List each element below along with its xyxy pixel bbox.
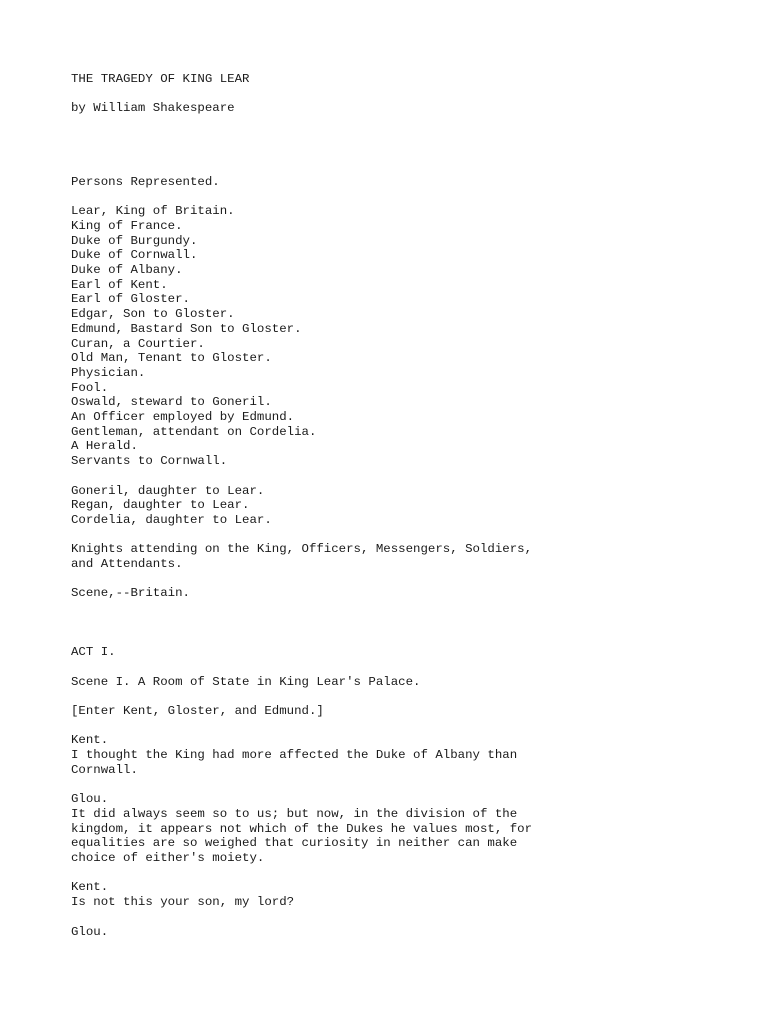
speaker-name: Kent. bbox=[71, 880, 109, 895]
speech-line: It did always seem so to us; but now, in the division of the bbox=[71, 806, 518, 821]
blank-line bbox=[71, 778, 751, 793]
blank-line bbox=[71, 469, 751, 484]
persons-heading: Persons Represented. bbox=[71, 174, 220, 189]
document-page bbox=[71, 72, 751, 939]
speech-line: choice of either's moiety. bbox=[71, 851, 265, 866]
blank-line bbox=[71, 190, 751, 205]
speech-line: I thought the King had more affected the Duke of Albany than bbox=[71, 748, 518, 763]
blank-line bbox=[71, 572, 751, 587]
person-entry: Oswald, steward to Goneril. bbox=[71, 395, 272, 410]
person-entry: Edmund, Bastard Son to Gloster. bbox=[71, 321, 302, 336]
document-title: THE TRAGEDY OF KING LEAR bbox=[71, 72, 250, 86]
speaker-name: Glou. bbox=[71, 792, 109, 807]
person-entry: Old Man, Tenant to Gloster. bbox=[71, 351, 272, 366]
blank-line bbox=[71, 719, 751, 734]
blank-line bbox=[71, 601, 751, 616]
person-entry: King of France. bbox=[71, 218, 183, 233]
person-entry: Earl of Gloster. bbox=[71, 292, 190, 307]
blank-line bbox=[71, 616, 751, 631]
person-entry: Physician. bbox=[71, 365, 146, 380]
person-entry: Duke of Burgundy. bbox=[71, 233, 198, 248]
speech-line: equalities are so weighed that curiosity in neither can make bbox=[71, 836, 518, 851]
person-entry: Goneril, daughter to Lear. bbox=[71, 483, 265, 498]
person-entry: Regan, daughter to Lear. bbox=[71, 498, 250, 513]
act-heading: ACT I. bbox=[71, 645, 116, 660]
attendants-line: and Attendants. bbox=[71, 557, 183, 572]
person-entry: Fool. bbox=[71, 380, 109, 395]
document-author: by William Shakespeare bbox=[71, 101, 235, 116]
person-entry: An Officer employed by Edmund. bbox=[71, 410, 295, 425]
blank-line bbox=[71, 528, 751, 543]
speech-line: Is not this your son, my lord? bbox=[71, 895, 295, 910]
speech-line: Cornwall. bbox=[71, 762, 138, 777]
blank-line bbox=[71, 689, 751, 704]
person-entry: Duke of Albany. bbox=[71, 263, 183, 278]
blank-line bbox=[71, 660, 751, 675]
stage-direction: [Enter Kent, Gloster, and Edmund.] bbox=[71, 704, 324, 719]
person-entry: A Herald. bbox=[71, 439, 138, 454]
blank-line bbox=[71, 910, 751, 925]
speaker-name: Kent. bbox=[71, 733, 109, 748]
speaker-name: Glou. bbox=[71, 924, 109, 939]
blank-line bbox=[71, 160, 751, 175]
person-entry: Gentleman, attendant on Cordelia. bbox=[71, 424, 317, 439]
person-entry: Edgar, Son to Gloster. bbox=[71, 307, 235, 322]
scene-setting: Scene,--Britain. bbox=[71, 586, 190, 601]
person-entry: Duke of Cornwall. bbox=[71, 248, 198, 263]
attendants-line: Knights attending on the King, Officers, Messengers, Soldiers, bbox=[71, 542, 533, 557]
person-entry: Lear, King of Britain. bbox=[71, 204, 235, 219]
person-entry: Servants to Cornwall. bbox=[71, 454, 228, 469]
person-entry: Curan, a Courtier. bbox=[71, 336, 205, 351]
blank-line bbox=[71, 87, 751, 102]
blank-line bbox=[71, 866, 751, 881]
person-entry: Earl of Kent. bbox=[71, 277, 168, 292]
person-entry: Cordelia, daughter to Lear. bbox=[71, 512, 272, 527]
blank-line bbox=[71, 116, 751, 131]
blank-line bbox=[71, 631, 751, 646]
speech-line: kingdom, it appears not which of the Dukes he values most, for bbox=[71, 821, 533, 836]
blank-line bbox=[71, 131, 751, 146]
blank-line bbox=[71, 145, 751, 160]
scene-heading: Scene I. A Room of State in King Lear's Palace. bbox=[71, 674, 421, 689]
